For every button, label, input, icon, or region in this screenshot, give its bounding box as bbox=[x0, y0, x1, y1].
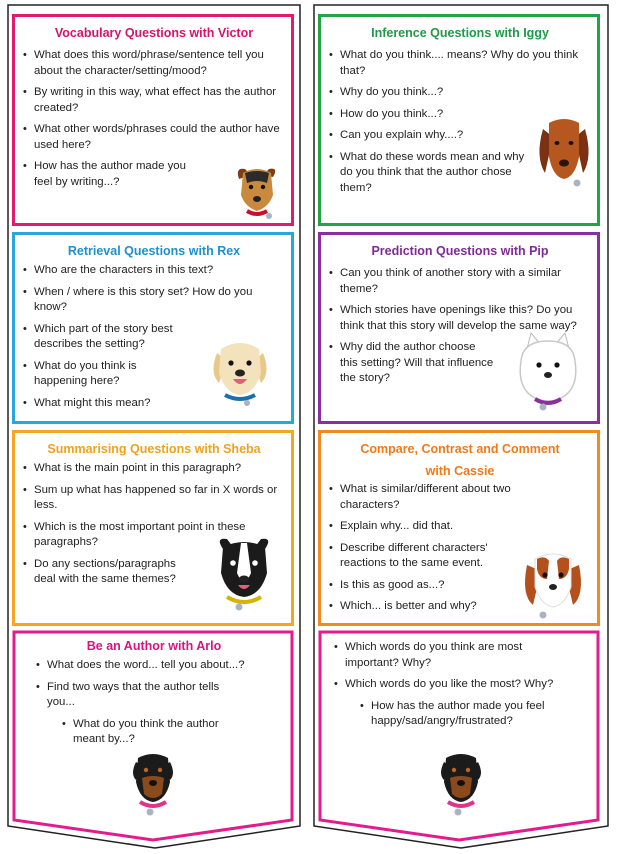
list-item: • Sum up what has happened so far in X words or less. bbox=[23, 483, 285, 514]
list-item: • Is this as good as...? bbox=[329, 578, 591, 594]
list-item: • What is the main point in this paragraph? bbox=[23, 461, 285, 477]
dog-rottweiler-icon bbox=[128, 748, 178, 820]
list-item: • Can you think of another story with a similar theme? bbox=[329, 266, 591, 297]
prediction-card bbox=[318, 232, 600, 424]
list-item: • How do you think...? bbox=[329, 107, 591, 123]
summarising-title: Summarising Questions with Sheba bbox=[47, 442, 261, 456]
list-item: • Why did the author choose this setting? Will that influence the story? bbox=[329, 340, 495, 387]
compare-card bbox=[318, 430, 600, 626]
list-item: • Do any sections/paragraphs deal with the same themes? bbox=[23, 557, 194, 588]
list-item: • How has the author made you feel happy/sad/angry/frustrated? bbox=[360, 699, 571, 730]
list-item: • Which part of the story best describes the setting? bbox=[23, 322, 224, 353]
list-item: • Find two ways that the author tells you... bbox=[36, 680, 237, 711]
list-item: • What is similar/different about two characters? bbox=[329, 482, 555, 513]
list-item: • Which words do you like the most? Why? bbox=[334, 677, 594, 693]
list-item: • Which words do you think are most important? Why? bbox=[334, 640, 565, 671]
list-item: • Which... is better and why? bbox=[329, 599, 591, 615]
summarising-card bbox=[12, 430, 294, 626]
dog-border-collie-icon bbox=[211, 533, 277, 613]
inference-title: Inference Questions with Iggy bbox=[371, 26, 549, 40]
list-item: • Which stories have openings like this? Do you think that this story will develop the same way? bbox=[329, 303, 591, 334]
prediction-title: Prediction Questions with Pip bbox=[371, 244, 549, 258]
compare-title-line1: Compare, Contrast and Comment bbox=[360, 442, 560, 456]
list-item: • What does this word/phrase/sentence tell you about the character/setting/mood? bbox=[23, 48, 285, 79]
list-item: • Who are the characters in this text? bbox=[23, 263, 285, 279]
list-item: • When / where is this story set? How do you know? bbox=[23, 285, 285, 316]
dog-cavalier-icon bbox=[521, 545, 585, 623]
vocabulary-title: Vocabulary Questions with Victor bbox=[54, 26, 254, 40]
vocabulary-card bbox=[12, 14, 294, 226]
arlo-list bbox=[20, 658, 288, 748]
dog-spitz-icon bbox=[513, 331, 583, 413]
inference-card bbox=[318, 14, 600, 226]
list-item: • What do you think.... means? Why do you think that? bbox=[329, 48, 591, 79]
dog-golden-retriever-icon bbox=[207, 333, 273, 409]
compare-title bbox=[329, 438, 591, 482]
dog-rottweiler-icon bbox=[436, 748, 486, 820]
arlo-title: Be an Author with Arlo bbox=[86, 639, 222, 653]
list-item: • What other words/phrases could the author have used here? bbox=[23, 122, 285, 153]
list-item: • Can you explain why....? bbox=[329, 128, 591, 144]
words-list bbox=[326, 640, 594, 730]
list-item: • By writing in this way, what effect has the author created? bbox=[23, 85, 285, 116]
list-item: • What does the word... tell you about...? bbox=[36, 658, 288, 674]
list-item: • What might this mean? bbox=[23, 396, 285, 412]
list-item: • Describe different characters' reactions to the same event. bbox=[329, 541, 525, 572]
retrieval-card bbox=[12, 232, 294, 424]
list-item: • What do you think the author meant by...? bbox=[62, 717, 223, 748]
list-item: • Why do you think...? bbox=[329, 85, 591, 101]
dog-airedale-icon bbox=[229, 161, 285, 221]
compare-title-line2: with Cassie bbox=[425, 464, 495, 478]
list-item: • What do you think is happening here? bbox=[23, 359, 189, 390]
list-item: • What do these words mean and why do you think that the author chose them? bbox=[329, 150, 530, 197]
list-item: • Which is the most important point in these paragraphs? bbox=[23, 520, 285, 551]
list-item: • Explain why... did that. bbox=[329, 519, 591, 535]
list-item: • How has the author made you feel by writing...? bbox=[23, 159, 189, 190]
retrieval-title: Retrieval Questions with Rex bbox=[67, 244, 241, 258]
dog-bloodhound-icon bbox=[535, 113, 593, 193]
